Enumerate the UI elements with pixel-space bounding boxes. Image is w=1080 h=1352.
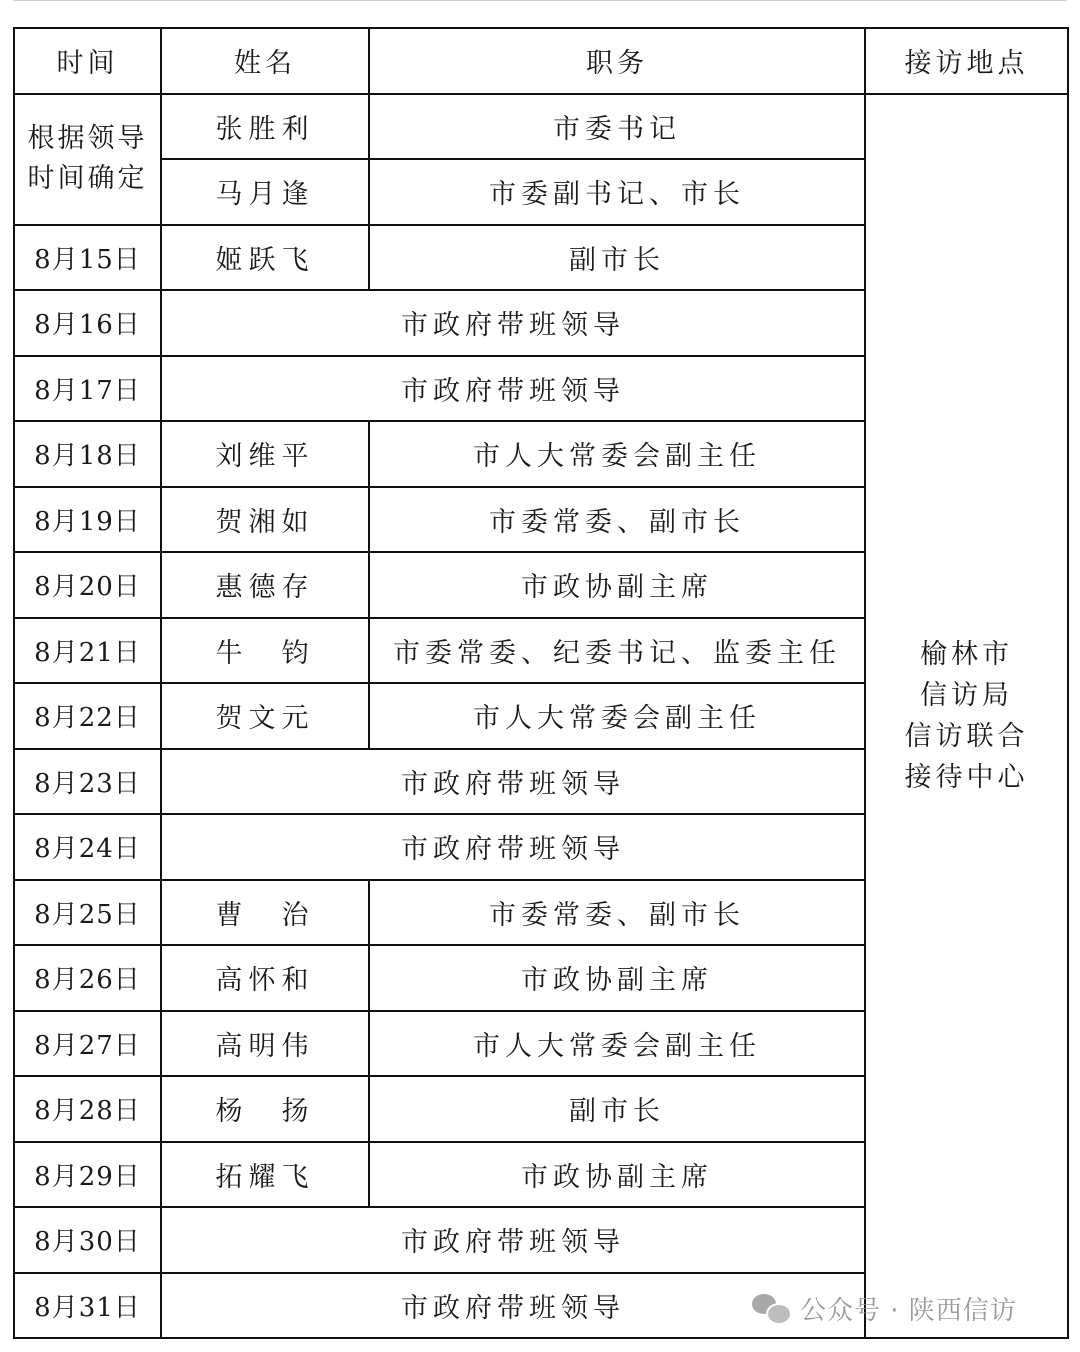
duty-cell: 副市长 [369,225,865,291]
time-cell: 8月25日 [14,880,161,946]
time-cell-tbd [14,94,161,225]
place-line: 接待中心 [904,761,1029,793]
header-row [14,28,1068,94]
time-cell: 8月15日 [14,225,161,291]
place-line: 信访联合 [904,720,1029,752]
duty-cell: 市委常委、副市长 [369,487,865,553]
time-cell: 8月19日 [14,487,161,553]
duty-cell: 副市长 [369,1076,865,1142]
name-cell: 刘维平 [161,421,369,487]
duty-cell: 市委常委、副市长 [369,880,865,946]
name-cell: 贺文元 [161,683,369,749]
reception-schedule-table [13,27,1069,1339]
name-cell: 贺湘如 [161,487,369,553]
merged-leader-cell: 市政府带班领导 [161,1273,865,1339]
time-cell: 8月22日 [14,683,161,749]
duty-cell: 市政协副主席 [369,552,865,618]
merged-leader-cell: 市政府带班领导 [161,749,865,815]
merged-leader-cell: 市政府带班领导 [161,814,865,880]
time-cell: 8月23日 [14,749,161,815]
merged-leader-cell: 市政府带班领导 [161,1207,865,1273]
time-cell: 8月30日 [14,1207,161,1273]
time-cell: 8月21日 [14,618,161,684]
name-cell: 曹 治 [161,880,369,946]
duty-cell: 市委副书记、市长 [369,159,865,225]
name-cell: 张胜利 [161,94,369,160]
merged-leader-cell: 市政府带班领导 [161,290,865,356]
place-line: 榆林市 [920,638,1013,670]
name-cell: 牛 钧 [161,618,369,684]
place-line: 信访局 [920,679,1013,711]
name-cell: 惠德存 [161,552,369,618]
place-cell [865,94,1068,1339]
wechat-icon [752,1292,790,1324]
time-line: 根据领导 [27,123,148,154]
time-cell: 8月31日 [14,1273,161,1339]
time-cell: 8月28日 [14,1076,161,1142]
time-cell: 8月18日 [14,421,161,487]
name-cell: 拓耀飞 [161,1142,369,1208]
merged-leader-cell: 市政府带班领导 [161,356,865,422]
watermark-text: 公众号 · 陕西信访 [800,1295,1017,1326]
name-cell: 高怀和 [161,945,369,1011]
header-duty: 职务 [369,28,865,94]
duty-cell: 市政协副主席 [369,1142,865,1208]
header-name: 姓名 [161,28,369,94]
table-row [14,94,1068,160]
duty-cell: 市人大常委会副主任 [369,683,865,749]
duty-cell: 市委书记 [369,94,865,160]
top-rule [13,0,1067,1]
duty-cell: 市委常委、纪委书记、监委主任 [369,618,865,684]
time-cell: 8月17日 [14,356,161,422]
time-cell: 8月27日 [14,1011,161,1077]
name-cell: 姬跃飞 [161,225,369,291]
name-cell: 高明伟 [161,1011,369,1077]
duty-cell: 市政协副主席 [369,945,865,1011]
header-place: 接访地点 [865,28,1068,94]
duty-cell: 市人大常委会副主任 [369,1011,865,1077]
time-cell: 8月20日 [14,552,161,618]
time-cell: 8月24日 [14,814,161,880]
name-cell: 杨 扬 [161,1076,369,1142]
time-line: 时间确定 [27,163,148,194]
time-cell: 8月26日 [14,945,161,1011]
time-cell: 8月16日 [14,290,161,356]
watermark [752,1288,1017,1328]
time-cell: 8月29日 [14,1142,161,1208]
duty-cell: 市人大常委会副主任 [369,421,865,487]
header-time: 时间 [14,28,161,94]
name-cell: 马月逢 [161,159,369,225]
